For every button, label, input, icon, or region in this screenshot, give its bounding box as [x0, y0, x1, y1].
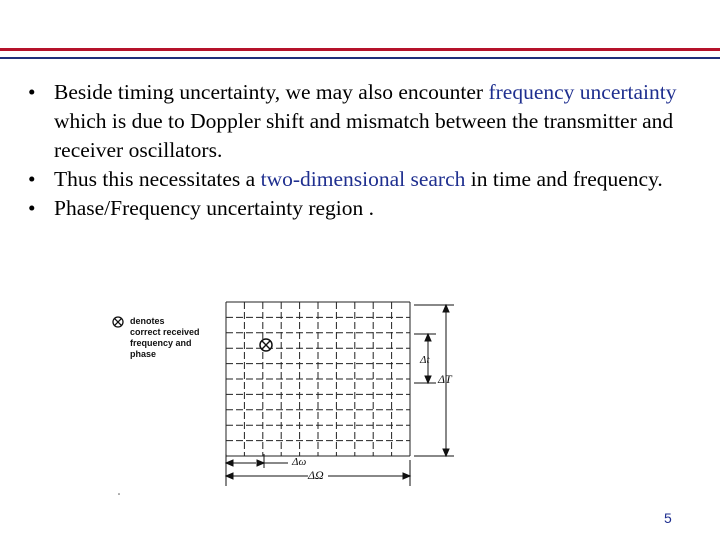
header-rule-blue	[0, 57, 720, 59]
bullet-highlight: two-dimensional search	[260, 167, 466, 191]
bullet-text: Beside timing uncertainty, we may also encounter	[54, 80, 489, 104]
bullet-item	[28, 78, 708, 165]
correct-cell-marker-icon	[260, 339, 272, 351]
bullet-text: which is due to Doppler shift and mismatch between the transmitter and receiver oscillators.	[54, 109, 674, 162]
bullet-text: in time and frequency.	[465, 167, 663, 191]
bullet-dot: •	[28, 196, 36, 220]
page-number: 5	[664, 510, 672, 526]
legend-line: correct received	[130, 327, 200, 337]
legend-line: frequency and	[130, 338, 192, 348]
bullet-highlight: frequency uncertainty	[488, 80, 677, 104]
bullet-dot: •	[28, 167, 36, 191]
delta-t-label: Δt	[420, 354, 430, 366]
uncertainty-region-figure	[112, 296, 472, 496]
bullet-text: Thus this necessitates a	[54, 167, 261, 191]
bullet-text: Phase/Frequency uncertainty region .	[54, 196, 375, 220]
bullet-list	[28, 78, 708, 223]
delta-T-label: ΔT	[438, 372, 452, 386]
bullet-item	[28, 194, 708, 223]
header-rule-red	[0, 48, 720, 51]
bullet-item	[28, 165, 708, 194]
delta-omega-label: Δω	[292, 456, 307, 468]
legend-line: denotes	[130, 316, 165, 326]
bullet-dot: •	[28, 80, 36, 104]
legend-line: phase	[130, 349, 157, 359]
delta-Omega-label: ΔΩ	[308, 468, 324, 482]
grid-lines	[226, 302, 410, 456]
